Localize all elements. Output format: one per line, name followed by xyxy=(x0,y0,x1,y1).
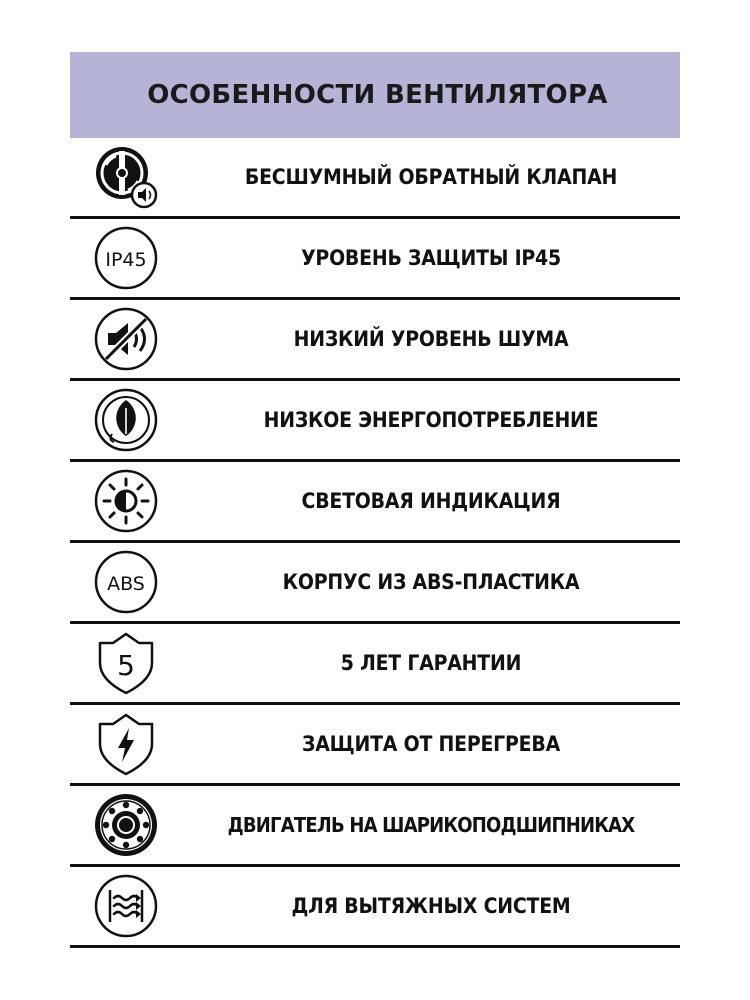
header-banner xyxy=(70,52,680,138)
header-title: ОСОБЕННОСТИ ВЕНТИЛЯТОРА xyxy=(147,80,608,110)
abs-icon xyxy=(92,548,160,616)
feature-label: НИЗКОЕ ЭНЕРГОПОТРЕБЛЕНИЕ xyxy=(263,408,599,432)
silent-check-valve-icon xyxy=(92,143,160,211)
feature-label: БЕСШУМНЫЙ ОБРАТНЫЙ КЛАПАН xyxy=(244,165,618,189)
feature-row-check-valve xyxy=(70,138,680,219)
feature-label: КОРПУС ИЗ ABS-ПЛАСТИКА xyxy=(282,570,580,594)
ip45-icon-text: IP45 xyxy=(105,249,147,271)
abs-icon-text: ABS xyxy=(107,573,145,595)
feature-list xyxy=(70,138,680,948)
feature-row-warranty xyxy=(70,624,680,705)
features-card xyxy=(70,52,680,948)
ball-bearing-icon xyxy=(92,791,160,859)
feature-row-low-noise xyxy=(70,300,680,381)
ip45-icon xyxy=(92,224,160,292)
feature-row-low-energy xyxy=(70,381,680,462)
light-indicator-icon xyxy=(92,467,160,535)
feature-label: ЗАЩИТА ОТ ПЕРЕГРЕВА xyxy=(302,732,560,756)
feature-label: 5 ЛЕТ ГАРАНТИИ xyxy=(340,651,522,675)
feature-label: СВЕТОВАЯ ИНДИКАЦИЯ xyxy=(301,489,561,513)
feature-row-light-indication xyxy=(70,462,680,543)
feature-row-exhaust xyxy=(70,867,680,948)
warranty-years-text: 5 xyxy=(117,649,135,682)
lightning-shield-icon xyxy=(92,710,160,778)
exhaust-airflow-icon xyxy=(92,872,160,940)
warranty-shield-icon xyxy=(92,629,160,697)
feature-label: ДЛЯ ВЫТЯЖНЫХ СИСТЕМ xyxy=(291,894,571,918)
feature-label: ДВИГАТЕЛЬ НА ШАРИКОПОДШИПНИКАХ xyxy=(227,813,635,837)
feature-label: НИЗКИЙ УРОВЕНЬ ШУМА xyxy=(293,327,569,351)
muted-speaker-icon xyxy=(92,305,160,373)
leaf-icon xyxy=(92,386,160,454)
feature-row-ball-bearing xyxy=(70,786,680,867)
feature-row-ip45 xyxy=(70,219,680,300)
feature-row-overheat xyxy=(70,705,680,786)
feature-label: УРОВЕНЬ ЗАЩИТЫ IP45 xyxy=(301,246,561,270)
feature-row-abs xyxy=(70,543,680,624)
